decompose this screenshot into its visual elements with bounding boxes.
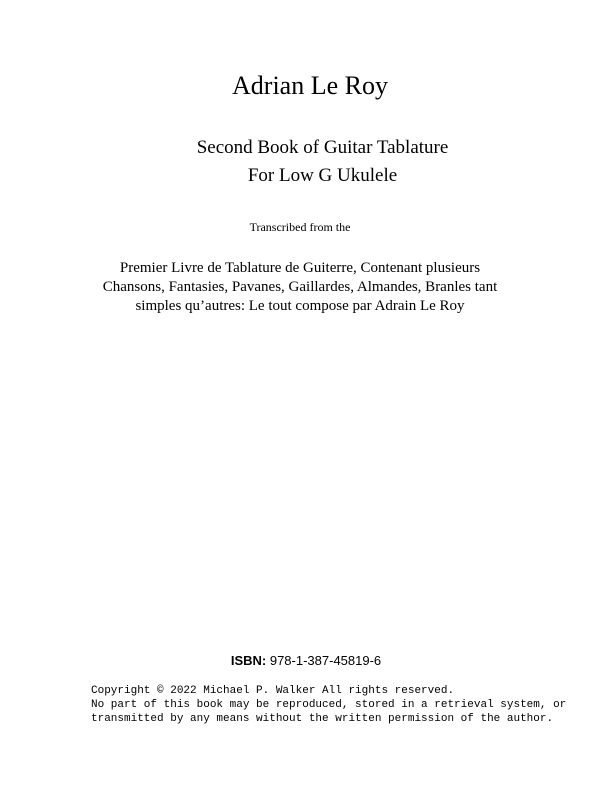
isbn-line <box>0 652 612 670</box>
copyright-line: Copyright © 2022 Michael P. Walker All rights reserved. <box>91 685 455 697</box>
source-line: Chansons, Fantasies, Pavanes, Gaillardes, Almandes, Branles tant <box>102 279 498 295</box>
copyright-line: No part of this book may be reproduced, stored in a retrieval system, or <box>91 699 567 711</box>
transcribed-label: Transcribed from the <box>249 220 351 234</box>
book-title <box>165 134 480 190</box>
title-line: Second Book of Guitar Tablature <box>196 137 449 158</box>
source-line: simples qu’autres: Le tout compose par Adrain Le Roy <box>135 298 465 314</box>
copyright-notice <box>91 684 591 726</box>
subtitle-line: For Low G Ukulele <box>247 165 398 186</box>
isbn-value: 978-1-387-45819-6 <box>269 653 382 668</box>
author-name: Adrian Le Roy <box>232 71 388 100</box>
isbn-label: ISBN: <box>230 653 267 668</box>
source-line: Premier Livre de Tablature de Guiterre, Contenant plusieurs <box>119 260 481 276</box>
copyright-line: transmitted by any means without the written permission of the author. <box>91 713 554 725</box>
source-title <box>70 259 530 316</box>
